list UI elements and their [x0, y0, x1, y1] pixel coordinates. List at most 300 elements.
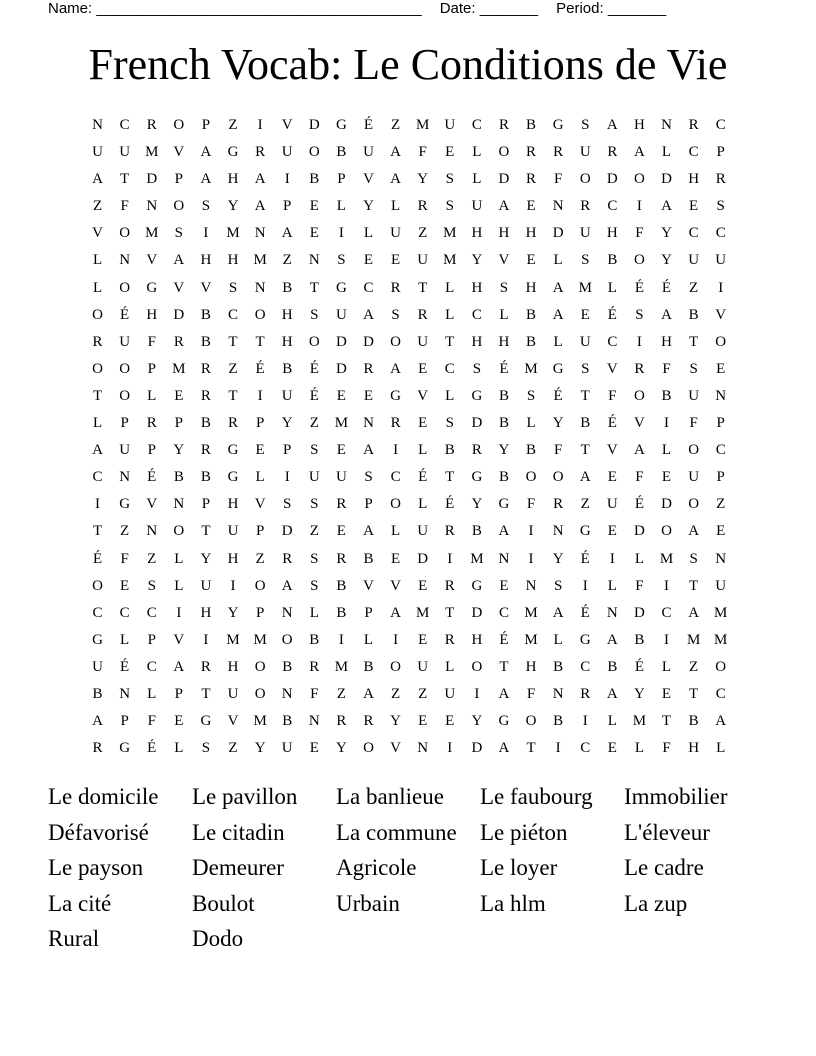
grid-letter[interactable]: U	[444, 685, 456, 702]
grid-letter[interactable]: N	[146, 198, 158, 215]
grid-letter[interactable]: N	[92, 117, 103, 133]
grid-letter[interactable]: O	[715, 658, 727, 675]
period-field[interactable]: Period: _______	[556, 0, 667, 17]
grid-letter[interactable]: U	[579, 333, 591, 350]
grid-letter[interactable]: O	[254, 306, 266, 323]
grid-letter[interactable]: V	[606, 442, 618, 459]
grid-letter[interactable]: I	[474, 685, 480, 702]
grid-letter[interactable]: É	[499, 631, 509, 648]
grid-letter[interactable]: Y	[471, 496, 483, 513]
grid-letter[interactable]: Z	[390, 117, 401, 133]
grid-letter[interactable]: G	[498, 713, 510, 730]
grid-letter[interactable]: P	[283, 442, 292, 459]
grid-letter[interactable]: N	[606, 604, 618, 621]
grid-letter[interactable]: A	[363, 442, 374, 459]
grid-letter[interactable]: C	[146, 604, 157, 621]
grid-letter[interactable]: C	[92, 604, 103, 621]
grid-letter[interactable]: Z	[255, 550, 265, 567]
grid-letter[interactable]: P	[255, 604, 265, 621]
grid-letter[interactable]: L	[418, 496, 428, 513]
grid-letter[interactable]: S	[526, 387, 536, 404]
grid-letter[interactable]: A	[173, 252, 185, 269]
grid-letter[interactable]: U	[119, 333, 131, 350]
grid-letter[interactable]: F	[689, 415, 698, 432]
grid-letter[interactable]: A	[606, 685, 618, 702]
grid-letter[interactable]: B	[363, 658, 374, 675]
grid-letter[interactable]: E	[526, 198, 536, 215]
grid-letter[interactable]: V	[281, 117, 293, 133]
grid-letter[interactable]: L	[607, 279, 617, 296]
grid-letter[interactable]: N	[308, 252, 320, 269]
grid-letter[interactable]: B	[336, 604, 347, 621]
grid-letter[interactable]: P	[364, 496, 373, 513]
grid-letter[interactable]: I	[664, 577, 670, 594]
grid-letter[interactable]: Z	[418, 685, 428, 702]
grid-letter[interactable]: F	[147, 713, 156, 730]
grid-letter[interactable]: E	[363, 252, 374, 269]
grid-letter[interactable]: L	[418, 442, 428, 459]
grid-letter[interactable]: D	[417, 550, 429, 567]
date-field[interactable]: Date: _______	[439, 0, 539, 17]
grid-letter[interactable]: O	[254, 577, 266, 594]
grid-letter[interactable]: N	[146, 523, 158, 540]
grid-letter[interactable]: Y	[552, 550, 564, 567]
grid-letter[interactable]: V	[173, 144, 185, 161]
grid-letter[interactable]: N	[119, 685, 131, 702]
grid-letter[interactable]: O	[688, 442, 700, 459]
grid-letter[interactable]: H	[498, 333, 510, 350]
grid-letter[interactable]: T	[689, 333, 699, 350]
grid-letter[interactable]: R	[200, 658, 211, 675]
grid-letter[interactable]: I	[636, 333, 642, 350]
grid-letter[interactable]: V	[390, 740, 401, 757]
grid-letter[interactable]: E	[418, 415, 428, 432]
grid-letter[interactable]: U	[227, 523, 239, 540]
grid-letter[interactable]: N	[119, 469, 131, 486]
grid-letter[interactable]: V	[715, 306, 727, 323]
grid-letter[interactable]: R	[417, 198, 428, 215]
grid-letter[interactable]: U	[281, 144, 293, 161]
grid-letter[interactable]: R	[336, 713, 347, 730]
grid-letter[interactable]: A	[498, 523, 510, 540]
grid-letter[interactable]: E	[418, 631, 428, 648]
grid-letter[interactable]: M	[334, 415, 349, 432]
grid-letter[interactable]: E	[445, 144, 455, 161]
grid-letter[interactable]: D	[471, 604, 483, 621]
grid-letter[interactable]: U	[227, 685, 239, 702]
grid-letter[interactable]: S	[310, 306, 319, 323]
grid-letter[interactable]: G	[579, 523, 591, 540]
grid-letter[interactable]: B	[553, 658, 564, 675]
grid-letter[interactable]: N	[715, 550, 727, 567]
grid-letter[interactable]: F	[635, 577, 644, 594]
grid-letter[interactable]: C	[715, 442, 726, 459]
grid-letter[interactable]: A	[606, 631, 618, 648]
grid-letter[interactable]: P	[147, 631, 156, 648]
grid-letter[interactable]: D	[335, 360, 347, 377]
grid-letter[interactable]: I	[393, 631, 399, 648]
grid-letter[interactable]: É	[120, 306, 130, 323]
grid-letter[interactable]: R	[688, 117, 699, 133]
grid-letter[interactable]: P	[120, 415, 129, 432]
grid-letter[interactable]: É	[309, 360, 319, 377]
grid-letter[interactable]: A	[498, 740, 510, 757]
grid-letter[interactable]: M	[686, 631, 701, 648]
grid-letter[interactable]: É	[445, 496, 455, 513]
grid-letter[interactable]: C	[471, 306, 482, 323]
grid-letter[interactable]: A	[634, 442, 645, 459]
grid-letter[interactable]: T	[92, 523, 103, 540]
grid-letter[interactable]: O	[525, 469, 537, 486]
grid-letter[interactable]: É	[120, 658, 130, 675]
grid-letter[interactable]: T	[201, 523, 211, 540]
grid-letter[interactable]: S	[581, 252, 590, 269]
grid-letter[interactable]: L	[363, 225, 374, 242]
grid-letter[interactable]: F	[418, 144, 427, 161]
grid-letter[interactable]: H	[471, 225, 483, 242]
grid-letter[interactable]: G	[335, 117, 347, 133]
grid-letter[interactable]: U	[281, 740, 293, 757]
grid-letter[interactable]: I	[284, 469, 290, 486]
grid-letter[interactable]: I	[528, 550, 534, 567]
grid-letter[interactable]: S	[201, 740, 211, 757]
grid-letter[interactable]: M	[524, 631, 538, 648]
grid-letter[interactable]: E	[526, 252, 536, 269]
grid-letter[interactable]: R	[363, 713, 374, 730]
grid-letter[interactable]: Z	[309, 415, 319, 432]
grid-letter[interactable]: V	[173, 631, 185, 648]
grid-letter[interactable]: R	[471, 442, 482, 459]
grid-letter[interactable]: I	[582, 713, 588, 730]
grid-letter[interactable]: Z	[390, 685, 401, 702]
grid-letter[interactable]: O	[498, 144, 510, 161]
grid-letter[interactable]: M	[226, 225, 240, 242]
grid-letter[interactable]: I	[284, 171, 290, 188]
grid-letter[interactable]: A	[363, 306, 374, 323]
grid-letter[interactable]: B	[498, 415, 509, 432]
grid-letter[interactable]: C	[580, 658, 591, 675]
grid-letter[interactable]: P	[147, 442, 156, 459]
grid-letter[interactable]: M	[145, 144, 159, 161]
grid-letter[interactable]: S	[716, 198, 725, 215]
grid-letter[interactable]: É	[147, 740, 157, 757]
grid-letter[interactable]: B	[309, 171, 320, 188]
grid-letter[interactable]: I	[176, 604, 182, 621]
grid-letter[interactable]: G	[552, 360, 564, 377]
grid-letter[interactable]: R	[553, 144, 564, 161]
grid-letter[interactable]: M	[226, 631, 240, 648]
grid-letter[interactable]: O	[390, 496, 401, 513]
grid-letter[interactable]: R	[146, 415, 157, 432]
grid-letter[interactable]: O	[119, 387, 131, 404]
grid-letter[interactable]: A	[281, 225, 293, 242]
grid-letter[interactable]: N	[254, 225, 266, 242]
grid-letter[interactable]: O	[471, 658, 483, 675]
grid-letter[interactable]: É	[607, 415, 617, 432]
grid-letter[interactable]: M	[443, 225, 457, 242]
grid-letter[interactable]: G	[335, 279, 347, 296]
grid-letter[interactable]: R	[146, 117, 157, 133]
grid-letter[interactable]: A	[363, 523, 374, 540]
grid-letter[interactable]: I	[555, 740, 561, 757]
grid-letter[interactable]: E	[363, 387, 374, 404]
grid-letter[interactable]: O	[119, 360, 131, 377]
grid-letter[interactable]: N	[363, 415, 374, 432]
grid-letter[interactable]: U	[688, 252, 700, 269]
grid-letter[interactable]: Z	[418, 225, 428, 242]
grid-letter[interactable]: F	[120, 198, 129, 215]
grid-letter[interactable]: M	[253, 713, 267, 730]
grid-letter[interactable]: R	[336, 550, 347, 567]
grid-letter[interactable]: S	[391, 306, 400, 323]
grid-letter[interactable]: E	[174, 713, 184, 730]
grid-letter[interactable]: P	[716, 144, 725, 161]
grid-letter[interactable]: D	[498, 171, 510, 188]
grid-letter[interactable]: L	[363, 631, 374, 648]
grid-letter[interactable]: H	[471, 631, 483, 648]
grid-letter[interactable]: S	[310, 496, 319, 513]
grid-letter[interactable]: Y	[363, 198, 374, 215]
grid-letter[interactable]: G	[390, 387, 401, 404]
grid-letter[interactable]: T	[689, 685, 699, 702]
grid-letter[interactable]: O	[634, 252, 645, 269]
grid-letter[interactable]: T	[228, 333, 238, 350]
grid-letter[interactable]: H	[525, 279, 537, 296]
grid-letter[interactable]: Y	[281, 415, 293, 432]
grid-letter[interactable]: É	[499, 360, 509, 377]
grid-letter[interactable]: V	[634, 415, 645, 432]
grid-letter[interactable]: N	[281, 604, 293, 621]
grid-letter[interactable]: U	[688, 469, 700, 486]
grid-letter[interactable]: L	[607, 577, 617, 594]
grid-letter[interactable]: U	[281, 387, 293, 404]
grid-letter[interactable]: R	[92, 333, 103, 350]
grid-letter[interactable]: T	[580, 442, 590, 459]
grid-letter[interactable]: M	[416, 117, 430, 133]
grid-letter[interactable]: B	[92, 685, 103, 702]
grid-letter[interactable]: A	[661, 306, 672, 323]
grid-letter[interactable]: I	[609, 550, 615, 567]
grid-letter[interactable]: O	[308, 333, 320, 350]
grid-letter[interactable]: L	[661, 442, 672, 459]
grid-letter[interactable]: D	[552, 225, 564, 242]
grid-letter[interactable]: L	[472, 171, 482, 188]
grid-letter[interactable]: F	[635, 225, 644, 242]
grid-letter[interactable]: L	[445, 306, 455, 323]
grid-letter[interactable]: O	[92, 360, 103, 377]
grid-letter[interactable]: R	[444, 577, 455, 594]
grid-letter[interactable]: A	[200, 144, 212, 161]
grid-letter[interactable]: N	[552, 198, 564, 215]
grid-letter[interactable]: E	[309, 740, 319, 757]
grid-letter[interactable]: E	[336, 442, 346, 459]
grid-letter[interactable]: H	[146, 306, 158, 323]
grid-letter[interactable]: C	[471, 117, 482, 133]
grid-letter[interactable]: M	[524, 604, 538, 621]
grid-letter[interactable]: I	[447, 740, 453, 757]
grid-letter[interactable]: O	[254, 685, 266, 702]
grid-letter[interactable]: T	[120, 171, 130, 188]
grid-letter[interactable]: N	[525, 577, 537, 594]
grid-letter[interactable]: E	[580, 306, 590, 323]
grid-letter[interactable]: S	[147, 577, 156, 594]
grid-letter[interactable]: L	[147, 685, 157, 702]
grid-letter[interactable]: A	[579, 469, 591, 486]
grid-letter[interactable]: U	[92, 144, 103, 161]
grid-letter[interactable]: E	[607, 523, 617, 540]
grid-letter[interactable]: O	[363, 740, 374, 757]
grid-letter[interactable]: P	[201, 496, 211, 513]
grid-letter[interactable]: O	[119, 279, 131, 296]
grid-letter[interactable]: T	[499, 658, 509, 675]
grid-letter[interactable]: I	[338, 631, 344, 648]
grid-letter[interactable]: T	[661, 713, 672, 730]
grid-letter[interactable]: Y	[471, 713, 483, 730]
grid-letter[interactable]: M	[659, 550, 674, 567]
grid-letter[interactable]: R	[200, 387, 211, 404]
grid-letter[interactable]: A	[715, 713, 727, 730]
grid-letter[interactable]: G	[92, 631, 103, 648]
grid-letter[interactable]: S	[553, 577, 563, 594]
grid-letter[interactable]: Y	[552, 415, 564, 432]
grid-letter[interactable]: É	[661, 279, 672, 296]
grid-letter[interactable]: N	[715, 387, 727, 404]
grid-letter[interactable]: B	[200, 415, 211, 432]
grid-letter[interactable]: O	[390, 333, 401, 350]
grid-letter[interactable]: B	[688, 306, 699, 323]
grid-letter[interactable]: U	[200, 577, 212, 594]
grid-letter[interactable]: F	[662, 360, 671, 377]
grid-letter[interactable]: T	[201, 685, 211, 702]
grid-letter[interactable]: A	[390, 604, 401, 621]
grid-letter[interactable]: F	[662, 740, 671, 757]
grid-letter[interactable]: T	[445, 604, 455, 621]
grid-letter[interactable]: U	[92, 658, 103, 675]
grid-letter[interactable]: B	[634, 631, 645, 648]
grid-letter[interactable]: R	[634, 360, 645, 377]
grid-letter[interactable]: P	[174, 171, 183, 188]
grid-letter[interactable]: A	[390, 171, 401, 188]
grid-letter[interactable]: V	[200, 279, 212, 296]
grid-letter[interactable]: N	[498, 550, 510, 567]
grid-letter[interactable]: N	[552, 685, 564, 702]
grid-letter[interactable]: C	[688, 225, 699, 242]
grid-letter[interactable]: Y	[200, 550, 212, 567]
grid-letter[interactable]: A	[498, 198, 510, 215]
grid-letter[interactable]: L	[553, 631, 563, 648]
grid-letter[interactable]: C	[146, 658, 157, 675]
grid-letter[interactable]: L	[553, 252, 563, 269]
grid-letter[interactable]: B	[661, 387, 672, 404]
grid-letter[interactable]: A	[634, 144, 645, 161]
grid-letter[interactable]: G	[471, 577, 483, 594]
grid-letter[interactable]: Z	[580, 496, 590, 513]
grid-letter[interactable]: P	[255, 415, 265, 432]
grid-letter[interactable]: I	[447, 550, 453, 567]
grid-letter[interactable]: I	[393, 442, 399, 459]
grid-letter[interactable]: T	[255, 333, 265, 350]
grid-letter[interactable]: L	[661, 658, 672, 675]
grid-letter[interactable]: H	[525, 225, 537, 242]
grid-letter[interactable]: B	[200, 333, 211, 350]
grid-letter[interactable]: L	[607, 713, 617, 730]
grid-letter[interactable]: E	[418, 713, 428, 730]
grid-letter[interactable]: T	[309, 279, 319, 296]
grid-letter[interactable]: D	[363, 333, 374, 350]
grid-letter[interactable]: T	[92, 387, 103, 404]
grid-letter[interactable]: L	[174, 550, 184, 567]
grid-letter[interactable]: S	[310, 550, 319, 567]
grid-letter[interactable]: P	[201, 117, 211, 133]
grid-letter[interactable]: O	[173, 523, 185, 540]
grid-letter[interactable]: B	[471, 523, 482, 540]
grid-letter[interactable]: N	[661, 117, 672, 133]
grid-letter[interactable]: I	[664, 631, 670, 648]
grid-letter[interactable]: L	[92, 252, 103, 269]
grid-letter[interactable]: P	[364, 604, 373, 621]
grid-letter[interactable]: O	[579, 171, 591, 188]
grid-letter[interactable]: B	[309, 631, 320, 648]
grid-letter[interactable]: B	[607, 252, 618, 269]
grid-letter[interactable]: D	[634, 523, 645, 540]
grid-letter[interactable]: F	[635, 469, 644, 486]
grid-letter[interactable]: B	[688, 713, 699, 730]
grid-letter[interactable]: C	[363, 279, 374, 296]
grid-letter[interactable]: Z	[689, 279, 699, 296]
grid-letter[interactable]: E	[418, 577, 428, 594]
grid-letter[interactable]: E	[661, 685, 672, 702]
grid-letter[interactable]: V	[146, 496, 158, 513]
grid-letter[interactable]: H	[634, 117, 645, 133]
grid-letter[interactable]: H	[471, 279, 483, 296]
grid-letter[interactable]: H	[281, 333, 293, 350]
grid-letter[interactable]: I	[718, 279, 724, 296]
grid-letter[interactable]: M	[172, 360, 186, 377]
grid-letter[interactable]: U	[417, 658, 429, 675]
grid-letter[interactable]: O	[281, 631, 293, 648]
grid-letter[interactable]: G	[227, 469, 239, 486]
grid-letter[interactable]: B	[336, 577, 347, 594]
grid-letter[interactable]: R	[526, 144, 537, 161]
grid-letter[interactable]: L	[499, 306, 509, 323]
grid-letter[interactable]: V	[363, 577, 374, 594]
grid-letter[interactable]: L	[634, 550, 644, 567]
grid-letter[interactable]: F	[608, 387, 617, 404]
grid-letter[interactable]: R	[526, 171, 537, 188]
grid-letter[interactable]: C	[715, 685, 726, 702]
grid-letter[interactable]: U	[579, 225, 591, 242]
grid-letter[interactable]: R	[444, 631, 455, 648]
grid-letter[interactable]: N	[119, 252, 131, 269]
grid-letter[interactable]: E	[336, 523, 346, 540]
grid-letter[interactable]: P	[174, 415, 183, 432]
grid-letter[interactable]: R	[173, 333, 184, 350]
grid-letter[interactable]: I	[203, 225, 209, 242]
grid-letter[interactable]: L	[92, 415, 103, 432]
grid-letter[interactable]: F	[147, 333, 156, 350]
grid-letter[interactable]: H	[227, 658, 239, 675]
grid-letter[interactable]: B	[498, 387, 509, 404]
grid-letter[interactable]: E	[390, 550, 401, 567]
grid-letter[interactable]: V	[146, 252, 158, 269]
grid-letter[interactable]: Y	[417, 171, 429, 188]
grid-letter[interactable]: P	[174, 685, 183, 702]
grid-letter[interactable]: S	[689, 360, 698, 377]
grid-letter[interactable]: L	[526, 415, 536, 432]
grid-letter[interactable]: I	[528, 523, 534, 540]
grid-letter[interactable]: O	[688, 496, 700, 513]
grid-letter[interactable]: A	[552, 604, 564, 621]
